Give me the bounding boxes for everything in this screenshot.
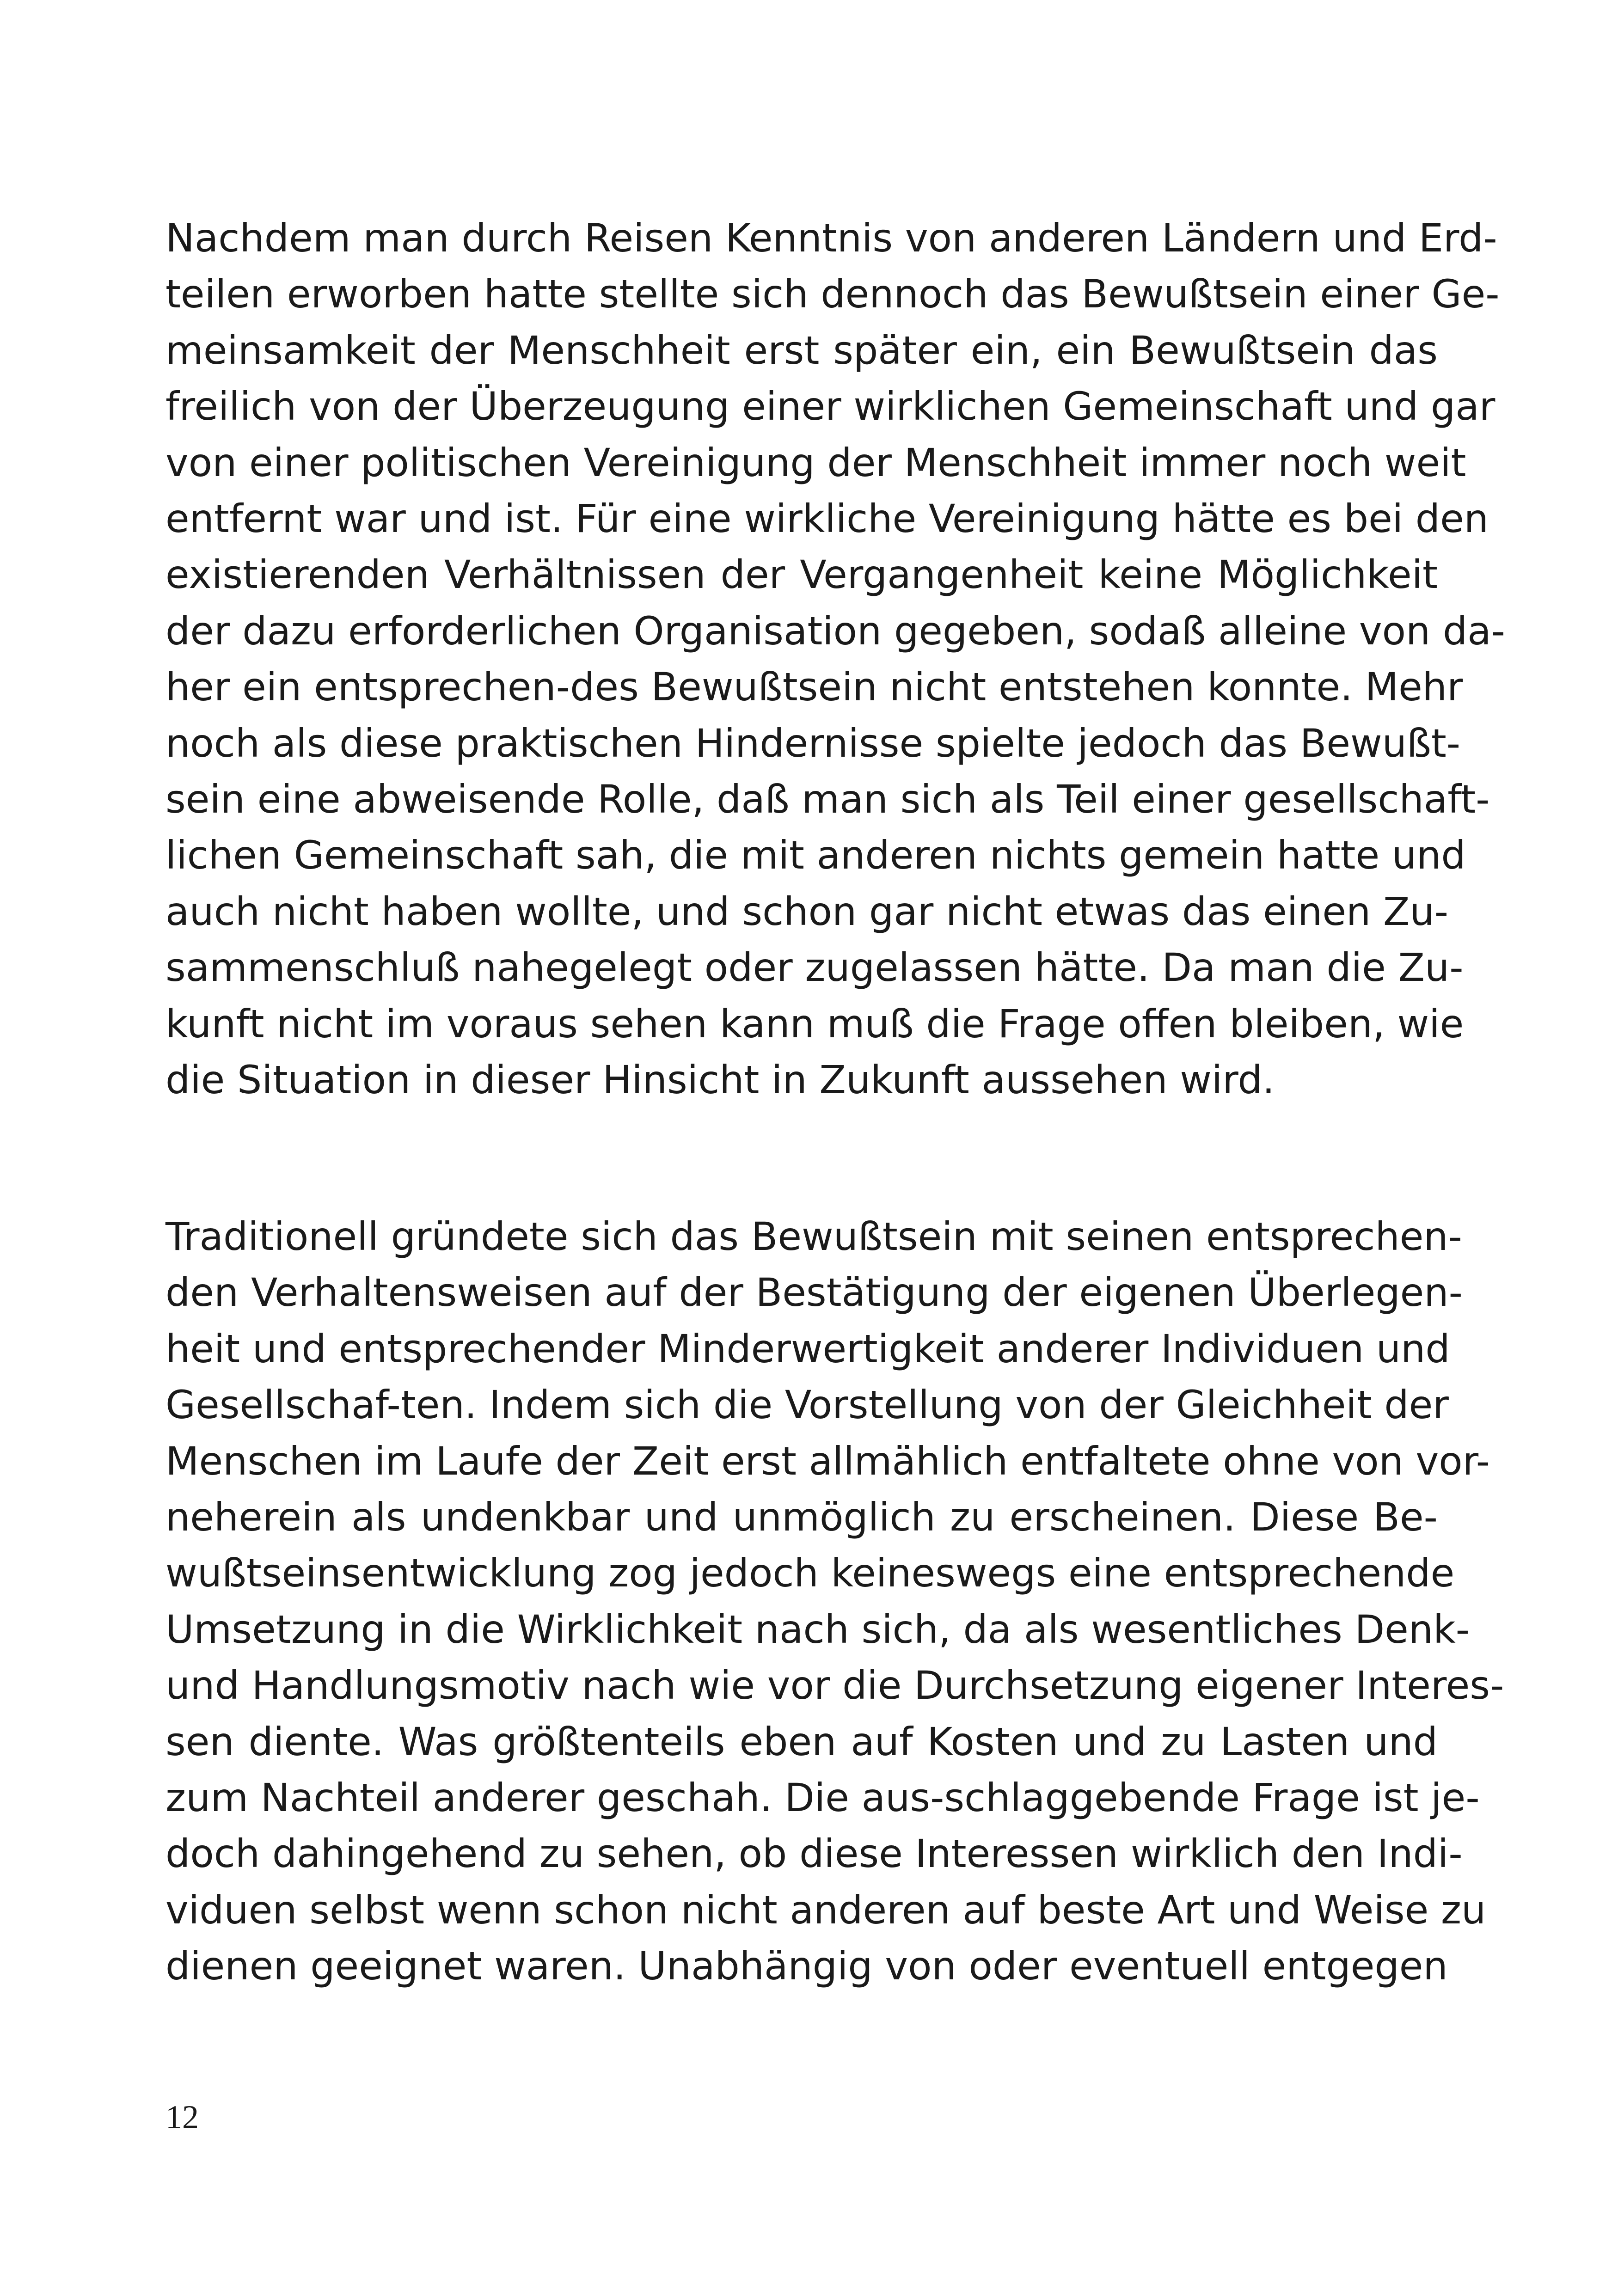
text-line: sammenschluß nahegelegt oder zugelassen hätte. Da man die Zu- [165, 945, 1464, 991]
text-line: doch dahingehend zu sehen, ob diese Interessen wirklich den Indi- [165, 1831, 1463, 1877]
text-line: noch als diese praktischen Hindernisse spielte jedoch das Bewußt- [165, 720, 1461, 766]
text-line: viduen selbst wenn schon nicht anderen auf beste Art und Weise zu [165, 1887, 1486, 1933]
text-line: neherein als undenkbar und unmöglich zu erscheinen. Diese Be- [165, 1494, 1438, 1540]
text-line: existierenden Verhältnissen der Vergangenheit keine Möglichkeit [165, 552, 1438, 598]
text-line: kunft nicht im voraus sehen kann muß die Frage offen bleiben, wie [165, 1001, 1464, 1047]
text-line: Umsetzung in die Wirklichkeit nach sich, da als wesentliches Denk- [165, 1606, 1470, 1652]
text-line: heit und entsprechender Minderwertigkeit anderer Individuen und [165, 1326, 1450, 1371]
text-line: und Handlungsmotiv nach wie vor die Durchsetzung eigener Interes- [165, 1663, 1504, 1708]
text-line: sen diente. Was größtenteils eben auf Kosten und zu Lasten und [165, 1719, 1438, 1764]
text-line: entfernt war und ist. Für eine wirkliche Vereinigung hätte es bei den [165, 496, 1489, 542]
text-line: zum Nachteil anderer geschah. Die aus-schlaggebende Frage ist je- [165, 1775, 1480, 1821]
page-number: 12 [165, 2099, 199, 2136]
text-line: lichen Gemeinschaft sah, die mit anderen nichts gemein hatte und [165, 833, 1466, 878]
text-line: Nachdem man durch Reisen Kenntnis von anderen Ländern und Erd- [165, 215, 1497, 261]
text-line: der dazu erforderlichen Organisation gegeben, sodaß alleine von da- [165, 608, 1506, 654]
text-line: her ein entsprechen-des Bewußtsein nicht entstehen konnte. Mehr [165, 664, 1463, 710]
text-line: den Verhaltensweisen auf der Bestätigung der eigenen Überlegen- [165, 1270, 1463, 1316]
paragraph-1 [165, 210, 1506, 1108]
text-line: wußtseinsentwicklung zog jedoch keineswegs eine entsprechende [165, 1550, 1455, 1596]
text-line: sein eine abweisende Rolle, daß man sich als Teil einer gesellschaft- [165, 777, 1490, 822]
text-line: Traditionell gründete sich das Bewußtsein mit seinen entsprechen- [165, 1214, 1462, 1259]
text-line: meinsamkeit der Menschheit erst später ein, ein Bewußtsein das [165, 327, 1438, 373]
text-line: dienen geeignet waren. Unabhängig von oder eventuell entgegen [165, 1943, 1448, 1989]
text-line: teilen erworben hatte stellte sich dennoch das Bewußtsein einer Ge- [165, 271, 1500, 317]
text-line: Gesellschaf-ten. Indem sich die Vorstellung von der Gleichheit der [165, 1382, 1449, 1428]
text-line: freilich von der Überzeugung einer wirklichen Gemeinschaft und gar [165, 384, 1495, 429]
text-line: von einer politischen Vereinigung der Menschheit immer noch weit [165, 440, 1466, 485]
text-line: die Situation in dieser Hinsicht in Zukunft aussehen wird. [165, 1057, 1275, 1103]
text-line: Menschen im Laufe der Zeit erst allmählich entfaltete ohne von vor- [165, 1438, 1490, 1484]
paragraph-2 [165, 1209, 1504, 1995]
text-line: auch nicht haben wollte, und schon gar nicht etwas das einen Zu- [165, 888, 1449, 934]
